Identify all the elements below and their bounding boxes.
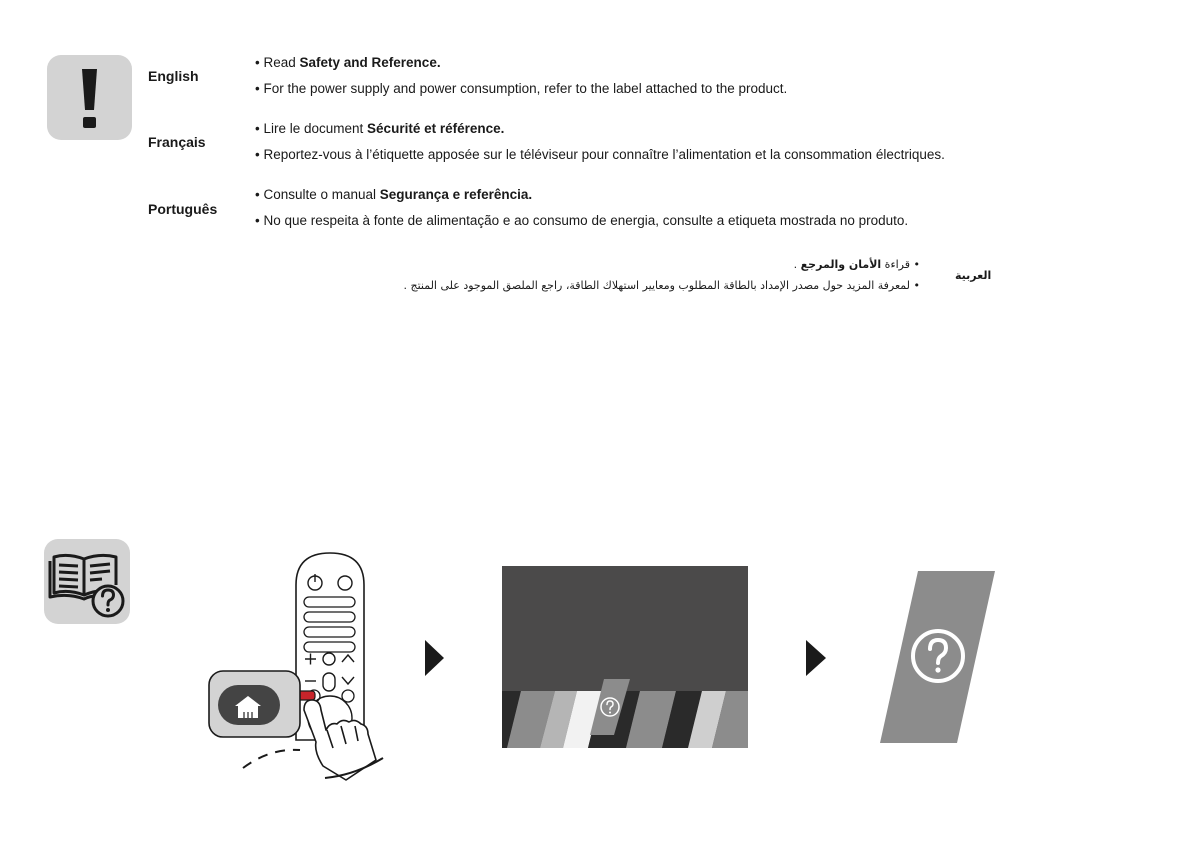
tv-home-screen [502, 566, 748, 748]
english-line-2: • For the power supply and power consumption, refer to the label attached to the product. [255, 81, 788, 96]
lang-label-francais: Français [148, 134, 206, 150]
lang-label-arabic: العربية [955, 269, 992, 282]
english-line-1: • Read Safety and Reference. [255, 55, 441, 70]
triangle-right-icon [425, 640, 444, 676]
portugues-line-1: • Consulte o manual Segurança e referência. [255, 187, 533, 202]
francais-line-1: • Lire le document Sécurité et référence. [255, 121, 505, 136]
lang-label-english: English [148, 68, 199, 84]
triangle-right-icon [806, 640, 826, 676]
home-button-callout [209, 671, 300, 737]
help-panel [880, 571, 995, 743]
lang-label-portugues: Português [148, 201, 218, 217]
arabic-line-2: • لمعرفة المزيد حول مصدر الإمداد بالطاقة المطلوب ومعايير استهلاك الطاقة، راجع الملصق الموجود على المنتج . [403, 279, 920, 292]
portugues-line-2: • No que respeita à fonte de alimentação e ao consumo de energia, consulte a etiqueta mostrada no produto. [255, 213, 909, 228]
arabic-line-1: • قراءة الأمان والمرجع . [793, 258, 920, 271]
francais-line-2: • Reportez-vous à l’étiquette apposée sur le téléviseur pour connaître l’alimentation et la consommation électriques. [255, 147, 945, 162]
